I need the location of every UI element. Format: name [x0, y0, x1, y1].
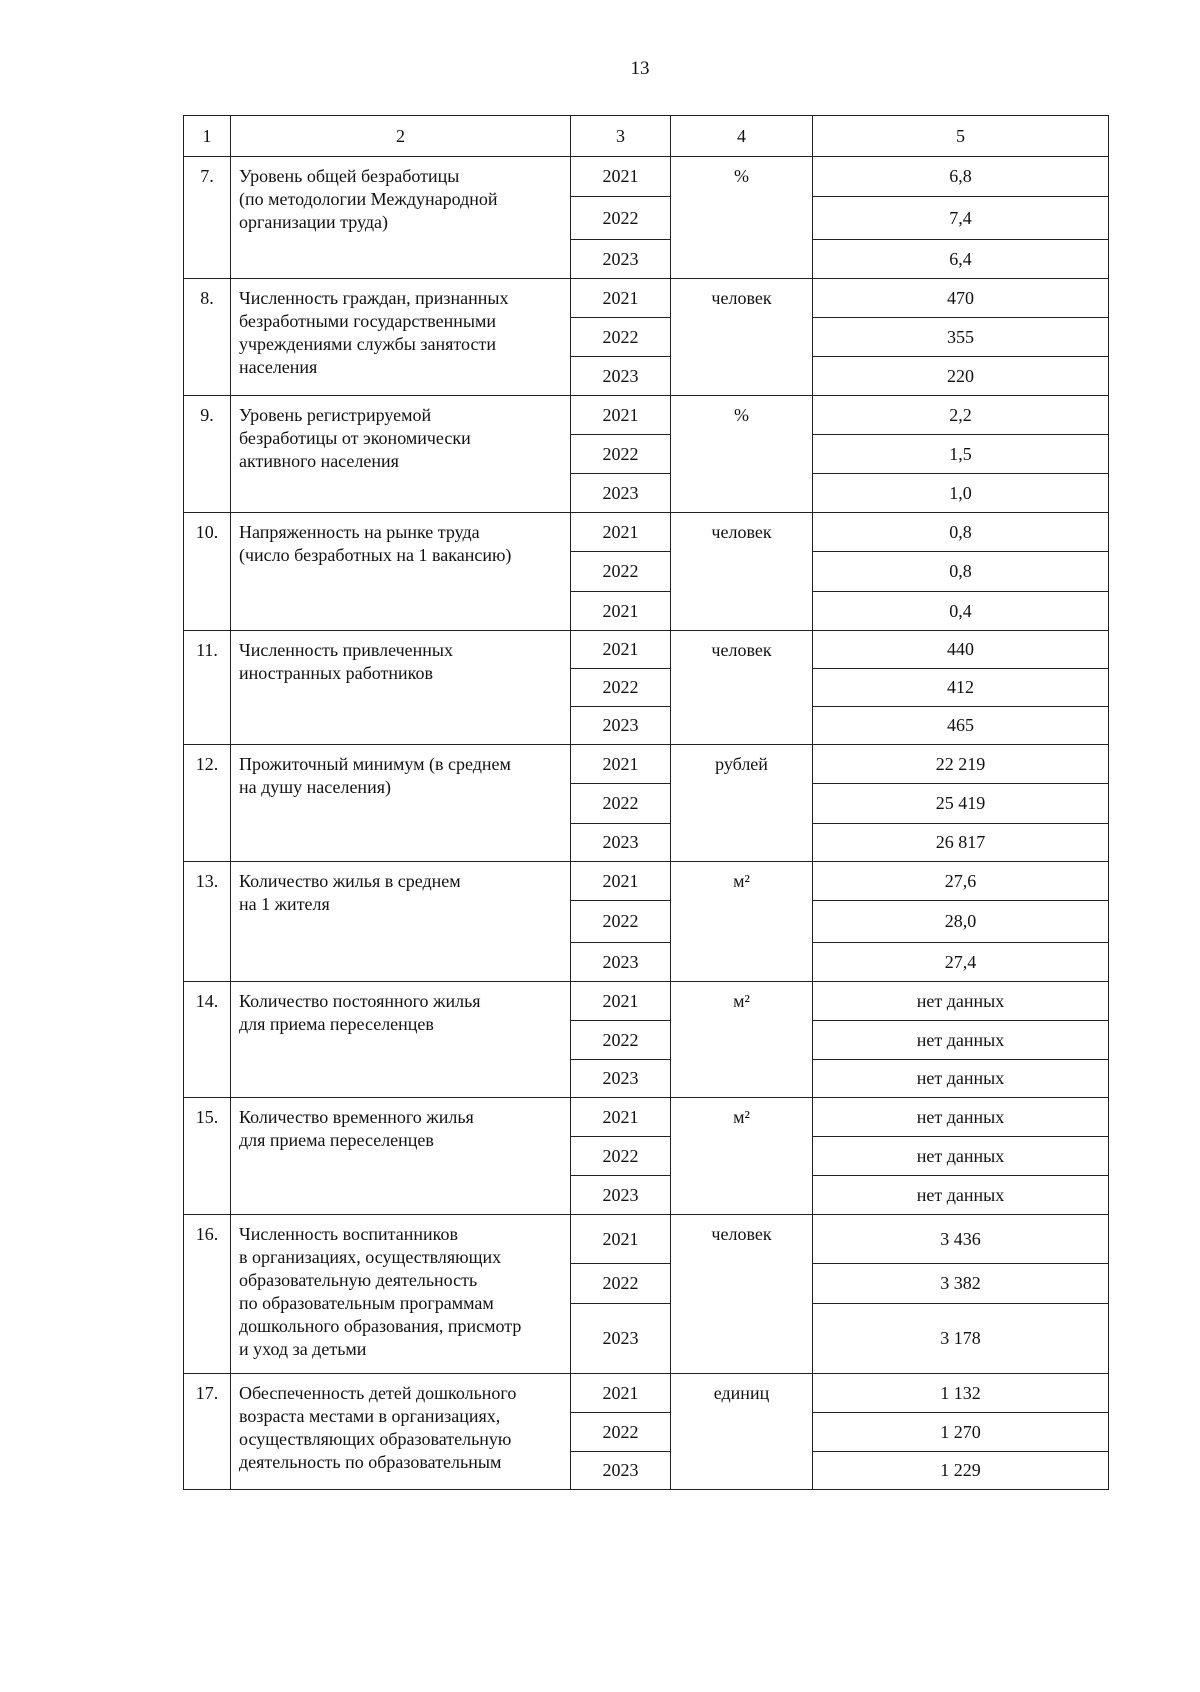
column-header: 3 — [571, 116, 671, 157]
row-number: 9. — [184, 396, 231, 513]
row-number: 15. — [184, 1098, 231, 1215]
column-header: 2 — [231, 116, 571, 157]
year-cell: 2023 — [571, 357, 671, 396]
unit-cell: м² — [671, 1098, 813, 1215]
year-cell: 2023 — [571, 474, 671, 513]
year-cell: 2022 — [571, 1264, 671, 1304]
indicator-name: Уровень общей безработицы (по методологии Международной организации труда) — [231, 157, 571, 279]
row-number: 8. — [184, 279, 231, 396]
column-header: 1 — [184, 116, 231, 157]
indicators-table — [183, 115, 1109, 1490]
value-cell: нет данных — [813, 982, 1109, 1021]
indicator-name: Численность привлеченных иностранных работников — [231, 631, 571, 745]
value-cell: 412 — [813, 669, 1109, 707]
indicator-name: Обеспеченность детей дошкольного возраста местами в организациях, осуществляющих образовательную деятельность по образовательным — [231, 1374, 571, 1490]
value-cell: 3 178 — [813, 1304, 1109, 1374]
indicator-name: Прожиточный минимум (в среднем на душу населения) — [231, 745, 571, 862]
value-cell: 7,4 — [813, 197, 1109, 240]
year-cell: 2022 — [571, 318, 671, 357]
unit-cell: единиц — [671, 1374, 813, 1490]
unit-cell: человек — [671, 1215, 813, 1374]
table-row — [184, 513, 1109, 552]
year-cell: 2021 — [571, 1098, 671, 1137]
row-number: 10. — [184, 513, 231, 631]
value-cell: 3 382 — [813, 1264, 1109, 1304]
value-cell: 1 270 — [813, 1413, 1109, 1452]
year-cell: 2021 — [571, 1374, 671, 1413]
row-number: 12. — [184, 745, 231, 862]
unit-cell: % — [671, 396, 813, 513]
year-cell: 2023 — [571, 943, 671, 982]
value-cell: 1 132 — [813, 1374, 1109, 1413]
row-number: 16. — [184, 1215, 231, 1374]
indicator-name: Количество постоянного жилья для приема переселенцев — [231, 982, 571, 1098]
year-cell: 2022 — [571, 1137, 671, 1176]
unit-cell: человек — [671, 513, 813, 631]
year-cell: 2022 — [571, 197, 671, 240]
value-cell: 0,8 — [813, 552, 1109, 592]
table-row — [184, 1215, 1109, 1264]
value-cell: 22 219 — [813, 745, 1109, 784]
year-cell: 2021 — [571, 1215, 671, 1264]
row-number: 17. — [184, 1374, 231, 1490]
year-cell: 2022 — [571, 552, 671, 592]
value-cell: 1,5 — [813, 435, 1109, 474]
table-header-row — [184, 116, 1109, 157]
row-number: 13. — [184, 862, 231, 982]
table-row — [184, 982, 1109, 1021]
value-cell: 220 — [813, 357, 1109, 396]
year-cell: 2021 — [571, 396, 671, 435]
indicator-name: Количество жилья в среднем на 1 жителя — [231, 862, 571, 982]
value-cell: 26 817 — [813, 824, 1109, 862]
year-cell: 2023 — [571, 1452, 671, 1490]
value-cell: 470 — [813, 279, 1109, 318]
value-cell: нет данных — [813, 1021, 1109, 1060]
value-cell: 28,0 — [813, 901, 1109, 943]
value-cell: нет данных — [813, 1098, 1109, 1137]
unit-cell: м² — [671, 862, 813, 982]
year-cell: 2021 — [571, 745, 671, 784]
table-row — [184, 396, 1109, 435]
indicator-name: Численность воспитанников в организациях, осуществляющих образовательную деятельность по образовательным программам дошкольного образования, присмотр и уход за детьми — [231, 1215, 571, 1374]
table-row — [184, 745, 1109, 784]
unit-cell: м² — [671, 982, 813, 1098]
year-cell: 2021 — [571, 279, 671, 318]
year-cell: 2021 — [571, 862, 671, 901]
value-cell: нет данных — [813, 1060, 1109, 1098]
year-cell: 2022 — [571, 1413, 671, 1452]
year-cell: 2022 — [571, 669, 671, 707]
value-cell: 2,2 — [813, 396, 1109, 435]
table-row — [184, 1098, 1109, 1137]
value-cell: 6,8 — [813, 157, 1109, 197]
column-header: 5 — [813, 116, 1109, 157]
indicator-name: Количество временного жилья для приема переселенцев — [231, 1098, 571, 1215]
value-cell: 6,4 — [813, 240, 1109, 279]
unit-cell: рублей — [671, 745, 813, 862]
value-cell: 465 — [813, 707, 1109, 745]
table-row — [184, 279, 1109, 318]
row-number: 11. — [184, 631, 231, 745]
year-cell: 2022 — [571, 784, 671, 824]
unit-cell: человек — [671, 631, 813, 745]
year-cell: 2023 — [571, 240, 671, 279]
indicator-name: Уровень регистрируемой безработицы от экономически активного населения — [231, 396, 571, 513]
year-cell: 2021 — [571, 631, 671, 669]
value-cell: 25 419 — [813, 784, 1109, 824]
indicator-name: Численность граждан, признанных безработными государственными учреждениями службы занятости населения — [231, 279, 571, 396]
value-cell: 0,4 — [813, 592, 1109, 631]
year-cell: 2023 — [571, 1176, 671, 1215]
table-row — [184, 631, 1109, 669]
year-cell: 2023 — [571, 824, 671, 862]
value-cell: 355 — [813, 318, 1109, 357]
page-number: 13 — [630, 58, 650, 79]
row-number: 14. — [184, 982, 231, 1098]
year-cell: 2023 — [571, 707, 671, 745]
year-cell: 2021 — [571, 513, 671, 552]
value-cell: 3 436 — [813, 1215, 1109, 1264]
value-cell: 0,8 — [813, 513, 1109, 552]
table-row — [184, 157, 1109, 197]
year-cell: 2021 — [571, 982, 671, 1021]
row-number: 7. — [184, 157, 231, 279]
table-row — [184, 862, 1109, 901]
indicator-name: Напряженность на рынке труда (число безработных на 1 вакансию) — [231, 513, 571, 631]
year-cell: 2022 — [571, 435, 671, 474]
value-cell: 27,6 — [813, 862, 1109, 901]
value-cell: 440 — [813, 631, 1109, 669]
year-cell: 2023 — [571, 1304, 671, 1374]
year-cell: 2022 — [571, 901, 671, 943]
unit-cell: % — [671, 157, 813, 279]
value-cell: нет данных — [813, 1137, 1109, 1176]
value-cell: 27,4 — [813, 943, 1109, 982]
table-row — [184, 1374, 1109, 1413]
value-cell: 1,0 — [813, 474, 1109, 513]
column-header: 4 — [671, 116, 813, 157]
unit-cell: человек — [671, 279, 813, 396]
value-cell: 1 229 — [813, 1452, 1109, 1490]
year-cell: 2023 — [571, 1060, 671, 1098]
value-cell: нет данных — [813, 1176, 1109, 1215]
year-cell: 2021 — [571, 157, 671, 197]
year-cell: 2021 — [571, 592, 671, 631]
year-cell: 2022 — [571, 1021, 671, 1060]
